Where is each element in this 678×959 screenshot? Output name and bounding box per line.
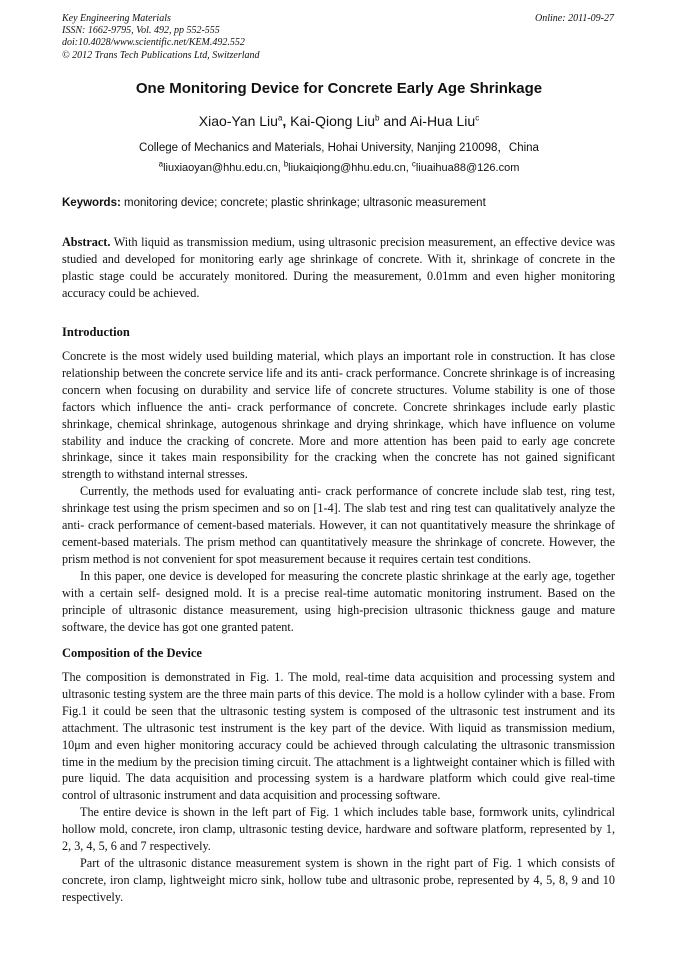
author-sep: and (379, 113, 410, 129)
section-heading-introduction: Introduction (62, 325, 130, 339)
section-heading-composition: Composition of the Device (62, 646, 202, 660)
paper-title: One Monitoring Device for Concrete Early Age Shrinkage (135, 80, 543, 97)
paragraph: Currently, the methods used for evaluating anti- crack performance of concrete include slab test, ring test, shrinkage test using the prism specimen and so on [1-4]. The slab test and ring test can qualitatively analyze the anti- crack performance of cement-based materials. However, it can not quantitatively measure the shrinkage of cement-based materials. The prism method can quantitatively measure the shrinkage of concrete. However, the prism method is not convenient for spot measurement because it requires certain test conditions. (62, 484, 615, 566)
paragraph: The entire device is shown in the left part of Fig. 1 which includes table base, formwork units, cylindrical hollow mold, concrete, iron clamp, ultrasonic testing device, hardware and software platform, represented by 1, 2, 3, 4, 5, 6 and 7 respectively. (62, 805, 615, 854)
paragraph: In this paper, one device is developed for measuring the concrete plastic shrinkage at the early age, together with a certain self- designed mold. It is a precise real-time automatic monitoring instrument. Based on the principle of ultrasonic distance measurement, using high-precision ultrasonic thickness gauge and mature software, the device has got one granted patent. (62, 568, 615, 634)
composition-body (62, 669, 615, 906)
journal-name: Key Engineering Materials (62, 13, 171, 24)
introduction-body (62, 348, 615, 635)
doi-line: doi:10.4028/www.scientific.net/KEM.492.552 (62, 37, 245, 49)
email-address[interactable]: liukaiqiong@hhu.edu.cn, (288, 162, 412, 174)
online-date: Online: 2011-09-27 (535, 13, 614, 24)
paragraph: Concrete is the most widely used building material, which plays an important role in construction. It has close relationship between the concrete service life and its anti- crack performance. Concrete shrinkage is of increasing concern when focusing on durability and service life of concrete structures. Volume stability is one of those factors which influence the anti- crack performance of concrete. Concrete shrinkages include early plastic shrinkage, chemical shrinkage, autogenous shrinkage and drying shrinkage, which have influence on volume stability and induce the cracking of concrete. More and more attention has been paid to early age concrete shrinkage, since it takes main responsibility for the cracking when the concrete has not gained significant strength to withstand internal stresses. (62, 349, 615, 482)
affiliation: College of Mechanics and Materials, Hohai University, Nanjing 210098，China (139, 142, 539, 154)
email-address[interactable]: liuaihua88@126.com (415, 162, 520, 174)
author-sup: c (475, 113, 480, 123)
keywords (62, 197, 617, 209)
keywords-text: monitoring device; concrete; plastic shrinkage; ultrasonic measurement (120, 197, 486, 209)
keywords-label: Keywords: (62, 197, 121, 209)
abstract (62, 234, 615, 302)
email-list (0, 159, 678, 174)
copyright-line: © 2012 Trans Tech Publications Ltd, Switzerland (62, 49, 260, 61)
email-sup: c (411, 159, 416, 169)
publication-header (62, 13, 260, 62)
issn-line: ISSN: 1662-9795, Vol. 492, pp 552-555 (62, 25, 220, 37)
paragraph: The composition is demonstrated in Fig. 1. The mold, real-time data acquisition and processing system and ultrasonic testing system are the three main parts of this device. The mold is a hollow cylinder with a base. From Fig.1 it could be seen that the ultrasonic testing system is composed of the ultrasonic test instrument and its attachment. The ultrasonic test instrument is the key part of the device. With liquid as transmission medium, 10μm and even higher monitoring accuracy could be achieved through calculating the ultrasonic transmission time in the medium by the precision timing circuit. The attachment is a lightweight container which is filled with pure liquid. The data acquisition and processing system is a hardware platform which could give real-time control of ultrasonic instrument and data acquisition and processing software. (62, 670, 615, 803)
email-sup: b (283, 159, 289, 169)
abstract-text: With liquid as transmission medium, using ultrasonic precision measurement, an effective device was studied and developed for monitoring early age shrinkage of concrete. With it, shrinkage of concrete in the plastic stage could be accurately monitored. During the measurement, 0.01mm and even higher monitoring accuracy could be achieved. (62, 235, 615, 300)
email-sup: a (158, 159, 164, 169)
author-name: Xiao-Yan Liu (198, 113, 278, 129)
abstract-label: Abstract. (62, 235, 111, 249)
paragraph: Part of the ultrasonic distance measurement system is shown in the right part of Fig. 1 which consists of concrete, iron clamp, lightweight micro sink, hollow tube and ultrasonic probe, represented by 4, 5, 8, 9 and 10 respectively. (62, 855, 615, 904)
author-name: Kai-Qiong Liu (290, 113, 375, 129)
author-sep: , (282, 113, 291, 129)
author-sup: a (277, 113, 283, 123)
author-name: Ai-Hua Liu (409, 113, 476, 129)
author-list (0, 113, 678, 129)
author-sup: b (375, 113, 380, 123)
email-address[interactable]: liuxiaoyan@hhu.edu.cn, (163, 162, 284, 174)
